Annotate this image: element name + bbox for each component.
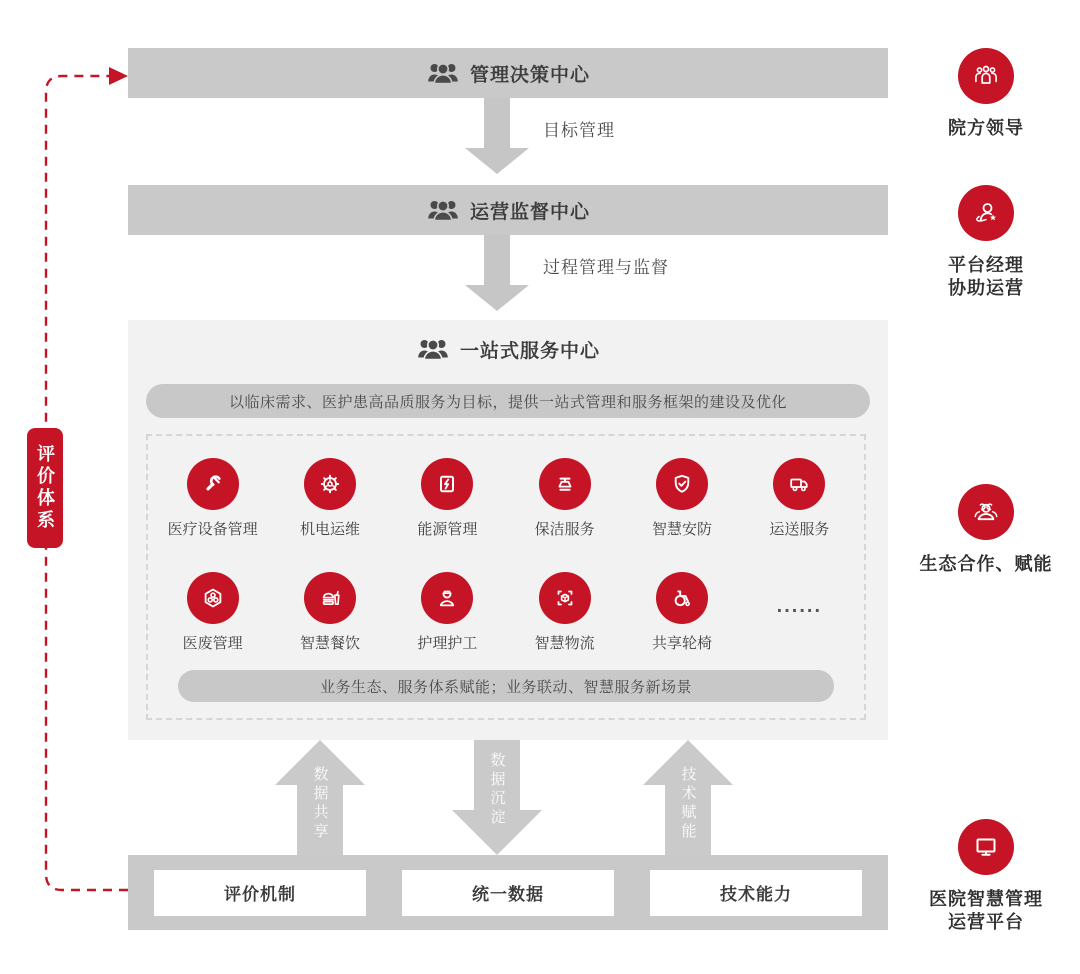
service-item: [623, 572, 740, 670]
goal-statement-pill: 以临床需求、医护患高品质服务为目标，提供一站式管理和服务框架的建设及优化: [146, 384, 870, 418]
manager-icon: [958, 185, 1014, 241]
rail-item-smart-platform: [908, 819, 1064, 934]
rail-item-platform-manager: [908, 185, 1064, 300]
service-item: [506, 572, 623, 670]
arrow-label: 技术赋能: [679, 766, 697, 842]
rail-item-hospital-leaders: [908, 48, 1064, 140]
service-label: 保洁服务: [534, 521, 595, 538]
gear-icon: [304, 458, 356, 510]
down-arrow-icon: [452, 98, 542, 174]
service-label: 运送服务: [769, 521, 830, 538]
service-label: 机电运维: [299, 521, 360, 538]
service-label: 医废管理: [182, 635, 243, 652]
more-services-ellipsis: ......: [776, 594, 822, 617]
tech-empowerment-arrow: [643, 740, 733, 855]
management-decision-center-bar: [128, 48, 888, 98]
logistics-box-icon: [539, 572, 591, 624]
energy-icon: [421, 458, 473, 510]
foundation-box-tech-capability: 技术能力: [650, 870, 862, 916]
arrow-label: 数据沉淀: [488, 752, 506, 828]
one-stop-service-center-box: [128, 320, 888, 740]
biohazard-icon: [187, 572, 239, 624]
people-group-icon: [416, 336, 450, 363]
service-item: [623, 458, 740, 556]
foundation-box-unified-data: 统一数据: [402, 870, 614, 916]
leaders-icon: [958, 48, 1014, 104]
service-label: 智慧餐饮: [299, 635, 360, 652]
center-header: [128, 336, 888, 363]
services-grid: [148, 436, 864, 670]
data-sharing-arrow: [275, 740, 365, 855]
rail-label-line: 运营平台: [948, 912, 1024, 932]
people-group-icon: [426, 60, 460, 87]
service-label: 医疗设备管理: [167, 521, 258, 538]
service-item: [389, 458, 506, 556]
truck-icon: [773, 458, 825, 510]
foundation-bar: [128, 855, 888, 930]
arrow2-label: 过程管理与监督: [543, 258, 669, 277]
arrowhead-icon: [109, 67, 128, 85]
down-arrow-icon: [452, 235, 542, 311]
services-dashed-box: [146, 434, 866, 720]
service-label: 智慧物流: [534, 635, 595, 652]
level2-title: 运营监督中心: [469, 201, 590, 223]
operation-supervision-center-bar: [128, 185, 888, 235]
platform-icon: [958, 819, 1014, 875]
service-item: [271, 572, 388, 670]
service-item: [271, 458, 388, 556]
rail-label-line: 平台经理: [948, 255, 1024, 275]
food-icon: [304, 572, 356, 624]
rail-label-line: 协助运营: [948, 278, 1024, 298]
service-item: [506, 458, 623, 556]
arrow1-label: 目标管理: [543, 121, 615, 140]
data-deposit-arrow: [452, 740, 542, 855]
people-group-icon: [426, 197, 460, 224]
nurse-icon: [421, 572, 473, 624]
service-label: 共享轮椅: [651, 635, 712, 652]
service-label: 护理护工: [417, 635, 478, 652]
cleaning-icon: [539, 458, 591, 510]
rail-item-ecosystem: [908, 484, 1064, 576]
service-label: 能源管理: [417, 521, 478, 538]
rail-label-line: 院方领导: [948, 118, 1024, 138]
level1-title: 管理决策中心: [469, 64, 590, 86]
evaluation-system-label: 评价体系: [27, 428, 63, 548]
ecosystem-icon: [958, 484, 1014, 540]
rail-label-line: 医院智慧管理: [929, 889, 1043, 909]
center-title: 一站式服务中心: [459, 341, 600, 362]
service-item: [741, 458, 858, 556]
service-item: [389, 572, 506, 670]
arrow-label: 数据共享: [311, 766, 329, 842]
wheelchair-icon: [656, 572, 708, 624]
foundation-box-evaluation: 评价机制: [154, 870, 366, 916]
service-item: [154, 572, 271, 670]
rail-label-line: 生态合作、赋能: [919, 554, 1053, 574]
empowerment-pill: 业务生态、服务体系赋能；业务联动、智慧服务新场景: [178, 670, 834, 702]
service-label: 智慧安防: [651, 521, 712, 538]
shield-check-icon: [656, 458, 708, 510]
wrench-icon: [187, 458, 239, 510]
service-item: [154, 458, 271, 556]
